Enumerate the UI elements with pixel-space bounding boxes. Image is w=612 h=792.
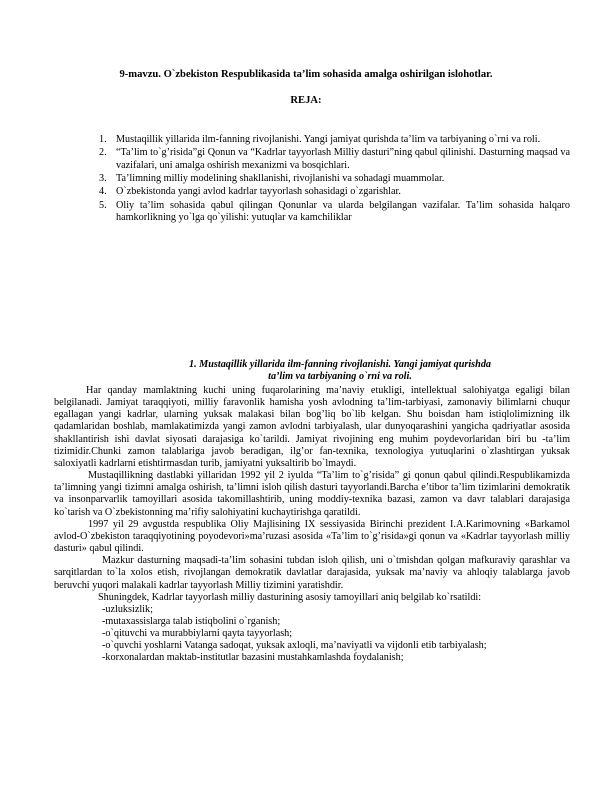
paragraph: Mazkur dasturning maqsadi-ta’lim sohasini tubdan isloh qilish, uni o`tmishdan qolgan mafkuraviy qarashlar va sarqitlardan to`la xolos etish, rivojlangan demokratik davlatlar darajasida, yuksak ma’naviy va ahloqiy talablarga javob beruvchi yuqori malakali kadrlar tayyorlash Milliy tizimini yaratishdir. xyxy=(54,555,570,591)
plan-item xyxy=(90,134,570,146)
section-heading-line: ta’lim va tarbiyaning o`rni va roli. xyxy=(268,371,412,383)
section-heading xyxy=(140,359,540,383)
section-heading-line: 1. Mustaqillik yillarida ilm-fanning rivojlanishi. Yangi jamiyat qurishda xyxy=(188,359,492,370)
plan-item xyxy=(90,173,570,185)
paragraph: Har qanday mamlaktning kuchi uning fuqarolarining ma’naviy etukligi, intellektual salohiyatga egaligi bilan belgilanadi. Jamiyat taraqqiyoti, milliy faravonlik hamisha yosh avlodning ta’lim-tarbiyasi, zamonaviy bilimlarni chuqur egallagan yangi kadrlar, ularning yuksak malakasi bilan bog’liq bo`lib kelgan. Shu boisdan ham istiqlolimizning ilk qadamlaridan boshlab, mamlakatimizda yangi zamon avlodni tarbiyalash, ular dunyoqarashini yangicha qadriyatlar asosida shakllantirish ishi davlat siyosati darajasiga ko`tarildi. Jamiyat rivojining eng muhim poydevorlaridan biri bu -ta’lim tizimidir.Chunki zamon talablariga javob beradigan, ilg’or fan-texnika, texnologiya yutuqlarini o`zlashtirgan yuksak saloxiyatli kadrlarni etishtirmasdan turib, jamiyatni yuksaltirib bo`lmaydi. xyxy=(54,385,570,469)
plan-item-text: “Ta’lim to`g’risida”gi Qonun va “Kadrlar tayyorlash Milliy dasturi”ning qabul qilinishi. Dasturning maqsad va vazifalari, uni amalga oshirish mexanizmi va bosqichlari. xyxy=(116,147,570,171)
plan-list xyxy=(90,134,570,225)
plan-item xyxy=(90,147,570,171)
plan-item-text: Ta’limning milliy modelining shakllanishi, rivojlanishi va sohadagi muammolar. xyxy=(116,172,445,184)
principle-item: -mutaxassislarga talab istiqbolini o`rganish; xyxy=(102,615,281,627)
principle-item: -korxonalardan maktab-institutlar bazasini mustahkamlashda foydalanish; xyxy=(102,652,404,664)
plan-item-text: Mustaqillik yillarida ilm-fanning rivojlanishi. Yangi jamiyat qurishda ta’lim va tarbiyaning o`rni va roli. xyxy=(116,134,541,145)
plan-item-number: 5. xyxy=(99,199,107,211)
principle-item: -o`quvchi yoshlarni Vatanga sadoqat, yuksak axloqli, ma’naviyatli va vijdonli etib tarbiyalash; xyxy=(102,640,487,652)
plan-heading: REJA: xyxy=(290,95,322,106)
paragraph: 1997 yil 29 avgustda respublika Oliy Majlisining IX sessiyasida Birinchi prezident I.A.Karimovning «Barkamol avlod-O`zbekiston taraqqiyotining poyodevori»ma’ruzasi asosida «Ta’lim to`g’risida»gi qonun va «Kadrlar tayyorlash milliy dasturi» qabul qilindi. xyxy=(54,518,570,555)
plan-item xyxy=(90,186,570,198)
plan-item-number: 3. xyxy=(99,172,107,184)
plan-item-text: O`zbekistonda yangi avlod kadrlar tayyorlash sohasidagi o`zgarishlar. xyxy=(116,186,401,198)
principle-item: -o`qituvchi va murabbiylarni qayta tayyorlash; xyxy=(102,628,293,640)
paragraph: Mustaqillikning dastlabki yillaridan 1992 yil 2 iyulda “Ta’lim to`g’risida” gi qonun qabul qilindi.Respublikamizda ta’limning yangi tizimni amalga oshirish, ta’limni isloh qilish dasturi tayyorlandi.Barcha e’tibor ta’lim tizimlarini demokratik va insonparvarlik tamoyillari asosida takomillashtirib, uning moddiy-texnika bazasi, zamon va davr talablari darajasiga ko`tarish va O`zbekistonning ma’rifiy salohiyatini kuchaytirishga qaratildi. xyxy=(54,470,570,518)
body-text xyxy=(54,385,570,665)
paragraph: Shuningdek, Kadrlar tayyorlash milliy dasturining asosiy tamoyillari aniq belgilab ko`rsatildi: xyxy=(98,591,482,603)
plan-item xyxy=(90,200,570,224)
document-title: 9-mavzu. O`zbekiston Respublikasida ta’lim sohasida amalga oshirilgan islohotlar. xyxy=(119,69,493,80)
plan-item-text: Oliy ta’lim sohasida qabul qilingan Qonunlar va ularda belgilangan vazifalar. Ta’lim sohasida halqaro hamkorlikning yo`lga qo`yilishi: yutuqlar va kamchiliklar xyxy=(116,199,570,223)
plan-item-number: 2. xyxy=(99,147,107,159)
plan-item-number: 4. xyxy=(99,186,107,198)
plan-item-number: 1. xyxy=(99,134,107,145)
principle-item: -uzluksizlik; xyxy=(102,603,153,615)
